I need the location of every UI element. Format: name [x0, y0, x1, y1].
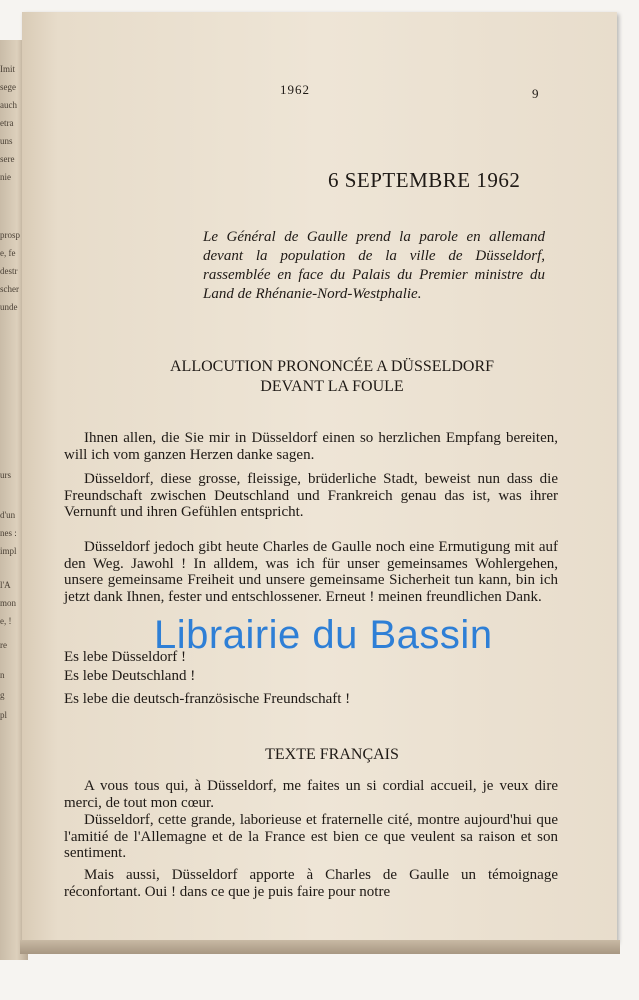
- page-stack-edge: [20, 940, 620, 954]
- left-page-fragment: scher: [0, 284, 19, 294]
- left-page-fragment: l'A: [0, 580, 11, 590]
- left-page-fragment: re: [0, 640, 7, 650]
- left-page-fragment: sere: [0, 154, 15, 164]
- left-page-fragment: e, fe: [0, 248, 16, 258]
- left-page-fragment: nie: [0, 172, 11, 182]
- left-page-fragment: uns: [0, 136, 13, 146]
- french-section-title: TEXTE FRANÇAIS: [265, 746, 399, 763]
- left-page-fragment: urs: [0, 470, 11, 480]
- left-page-fragment: e, !: [0, 616, 12, 626]
- seller-watermark: Librairie du Bassin: [154, 613, 493, 657]
- german-paragraph: Düsseldorf jedoch gibt heute Charles de Gaulle noch eine Ermutigung mit auf den Weg. Jawohl ! In alldem, was ich für unser gemeinsames Wohlergehen, unsere gemeinsame Freiheit und unsere gemeinsame Sicherheit tun kann, bin ich jetzt dank Ihnen, fester und entschlossener. Erneut ! meinen freundlichen Dank.: [64, 539, 558, 605]
- closing-line: Es lebe die deutsch-französische Freundschaft !: [64, 691, 351, 707]
- german-title-line-2: DEVANT LA FOULE: [260, 378, 404, 395]
- french-paragraph: Mais aussi, Düsseldorf apporte à Charles de Gaulle un témoignage réconfortant. Oui ! dans ce que je puis faire pour notre: [64, 867, 558, 900]
- german-title-line-1: ALLOCUTION PRONONCÉE A DÜSSELDORF: [169, 358, 495, 375]
- page-number: 9: [532, 86, 539, 101]
- left-page-fragment: destr: [0, 266, 18, 276]
- left-page-fragment: unde: [0, 302, 18, 312]
- left-page-fragment: d'un: [0, 510, 16, 520]
- french-paragraph: A vous tous qui, à Düsseldorf, me faites un si cordial accueil, je veux dire merci, de tout mon cœur.: [64, 778, 558, 811]
- left-page-fragment: impl: [0, 546, 17, 556]
- left-page-fragment: etra: [0, 118, 14, 128]
- french-paragraph: Düsseldorf, cette grande, laborieuse et fraternelle cité, montre aujourd'hui que l'amitié de l'Allemagne et de la France est bien ce que veulent sa raison et son sentiment.: [64, 812, 558, 861]
- book-page: [22, 12, 617, 942]
- left-page-fragment: nes :: [0, 528, 17, 538]
- left-page-fragment: Imit: [0, 64, 15, 74]
- german-paragraph: Ihnen allen, die Sie mir in Düsseldorf einen so herzlichen Empfang bereiten, will ich vom ganzen Herzen danke sagen.: [64, 430, 558, 463]
- date-heading: 6 SEPTEMBRE 1962: [328, 168, 521, 192]
- intro-paragraph: Le Général de Gaulle prend la parole en allemand devant la population de la ville de Düsseldorf, rassemblée en face du Palais du Premier ministre du Land de Rhénanie-Nord-Westphalie.: [203, 229, 545, 302]
- left-page-fragment: pl: [0, 710, 8, 720]
- german-paragraph: Düsseldorf, diese grosse, fleissige, brüderliche Stadt, beweist nun dass die Freundschaft zwischen Deutschland und Frankreich genau das ist, was ihrer Vernunft und ihren Gefühlen entspricht.: [64, 471, 558, 520]
- left-page-fragment: auch: [0, 100, 17, 110]
- left-page-fragment: g: [0, 690, 5, 700]
- left-page-fragment: mon: [0, 598, 17, 608]
- german-section-title: [72, 357, 592, 397]
- closing-line: Es lebe Deutschland !: [64, 668, 196, 684]
- closing-line: Es lebe Düsseldorf !: [64, 649, 187, 665]
- left-page-fragment: sege: [0, 82, 16, 92]
- running-header-year: 1962: [280, 82, 310, 97]
- left-page-fragment: prosp: [0, 230, 20, 240]
- left-page-fragment: n: [0, 670, 5, 680]
